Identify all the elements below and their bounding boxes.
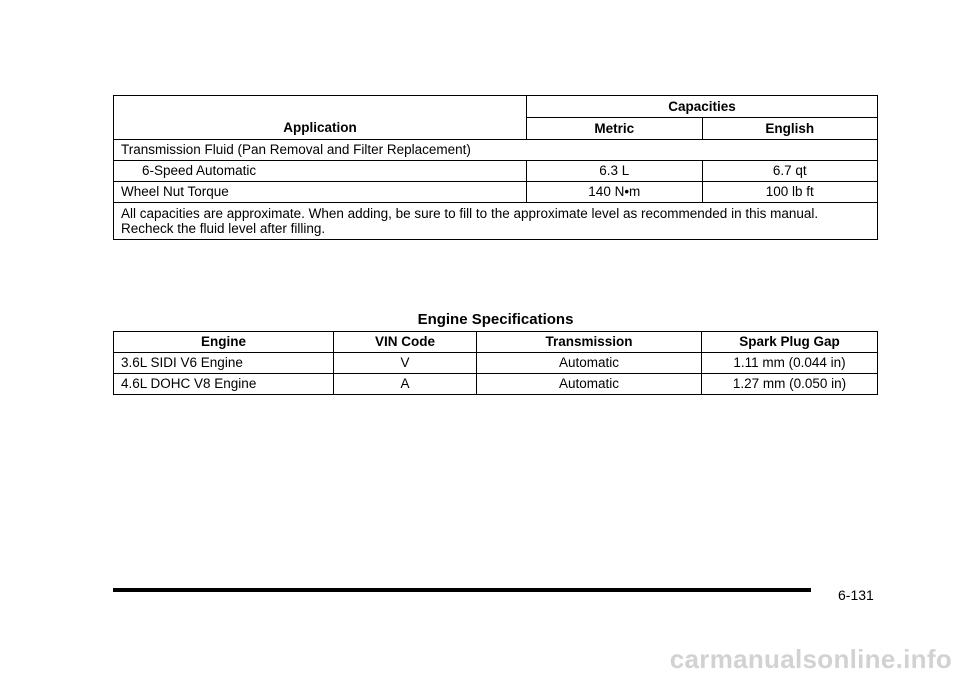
table-row (114, 182, 878, 203)
engine-specs-title: Engine Specifications (417, 311, 574, 328)
row-label: Wheel Nut Torque (114, 182, 527, 203)
transmission-cell: Automatic (477, 353, 702, 374)
spark-plug-gap-cell: 1.11 mm (0.044 in) (702, 353, 878, 374)
vin-code-cell: V (334, 353, 477, 374)
row-label: 6-Speed Automatic (114, 161, 527, 182)
transmission-cell: Automatic (477, 374, 702, 395)
footer-rule (113, 588, 811, 592)
header-capacities: Capacities (527, 96, 878, 118)
page-number: 6-131 (838, 587, 874, 603)
header-spark-plug-gap: Spark Plug Gap (702, 332, 878, 353)
english-value: 6.7 qt (702, 161, 877, 182)
capacities-note: All capacities are approximate. When adding, be sure to fill to the approximate level as recommended in this manual. Recheck the fluid level after filling. (114, 203, 878, 240)
metric-value: 140 N•m (527, 182, 702, 203)
metric-value: 6.3 L (527, 161, 702, 182)
table-row (114, 203, 878, 240)
table-row (114, 353, 878, 374)
spark-plug-gap-cell: 1.27 mm (0.050 in) (702, 374, 878, 395)
row-label: Transmission Fluid (Pan Removal and Filter Replacement) (114, 140, 878, 161)
header-metric: Metric (527, 118, 702, 140)
english-value: 100 lb ft (702, 182, 877, 203)
header-application: Application (114, 96, 527, 140)
header-engine: Engine (114, 332, 334, 353)
table-row (114, 140, 878, 161)
table-row (114, 374, 878, 395)
table-row (114, 161, 878, 182)
watermark: carmanualsonline.info (669, 644, 952, 674)
header-vin-code: VIN Code (334, 332, 477, 353)
engine-cell: 4.6L DOHC V8 Engine (114, 374, 334, 395)
header-transmission: Transmission (477, 332, 702, 353)
engine-cell: 3.6L SIDI V6 Engine (114, 353, 334, 374)
capacities-table (113, 95, 878, 240)
header-english: English (702, 118, 877, 140)
vin-code-cell: A (334, 374, 477, 395)
engine-specs-table (113, 331, 878, 395)
